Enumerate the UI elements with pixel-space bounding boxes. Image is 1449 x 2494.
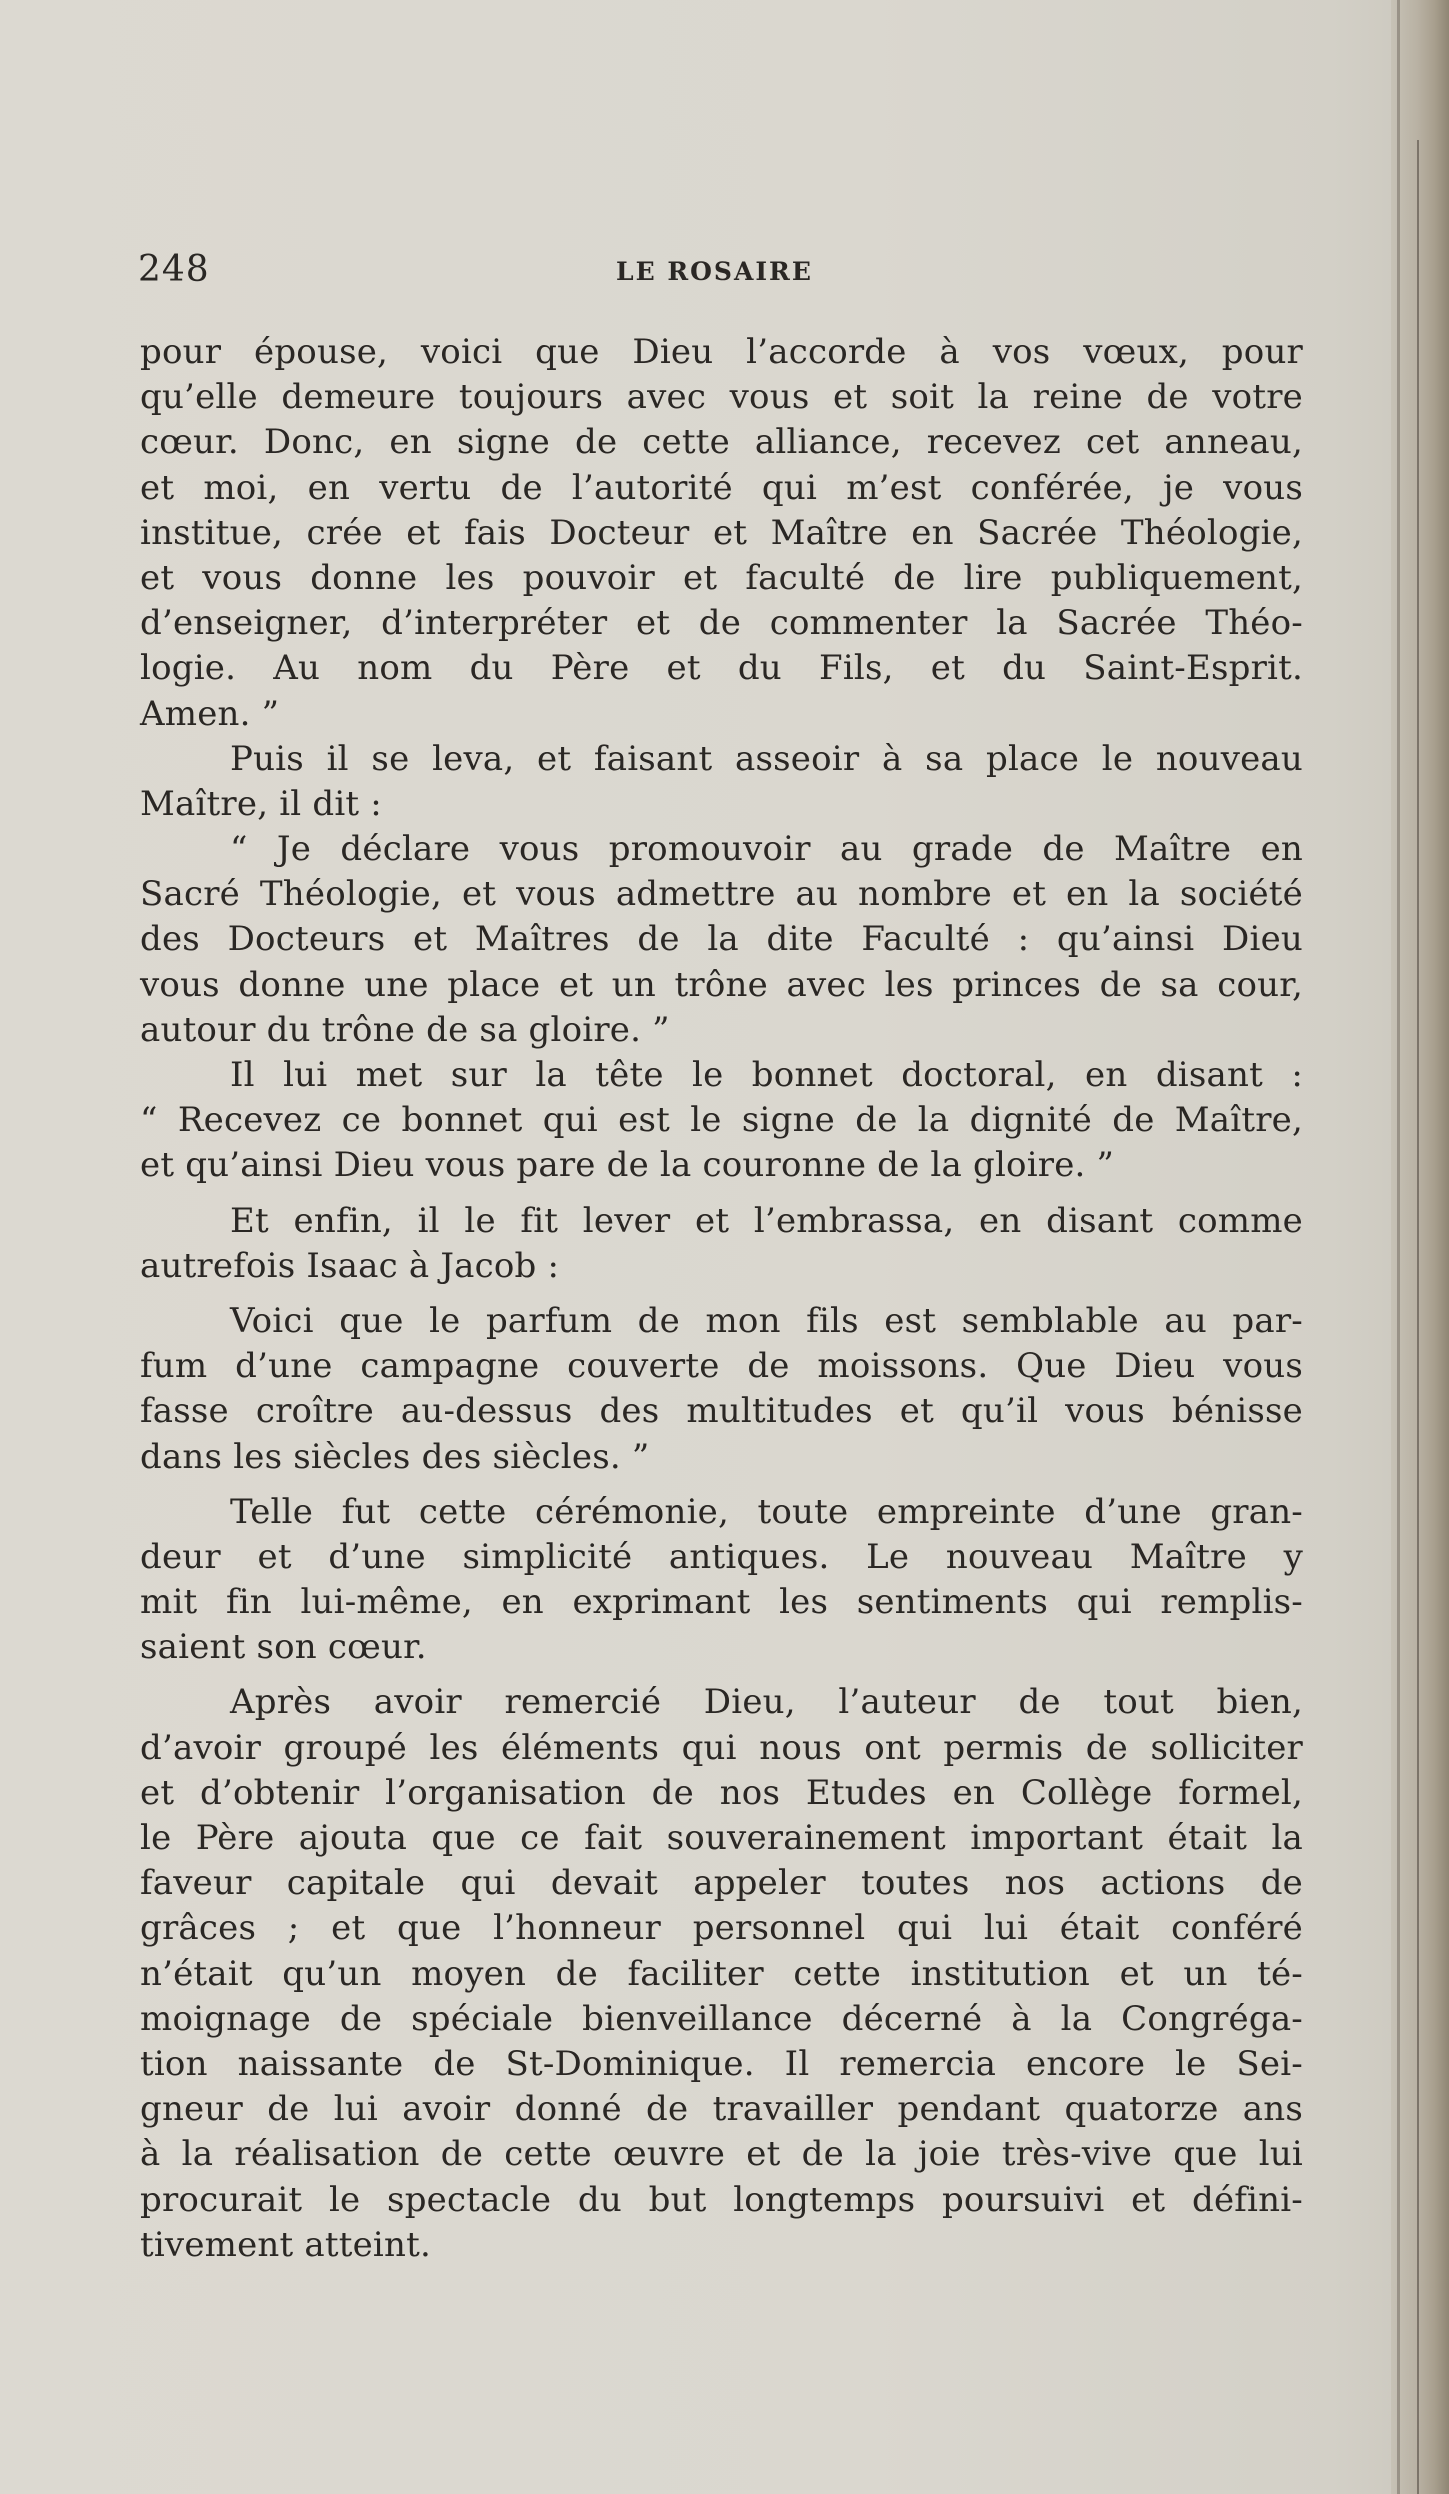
text-line: mit fin lui-même, en exprimant les sentiments qui remplis- — [140, 1582, 1303, 1623]
text-line: à la réalisation de cette œuvre et de la joie très-vive que lui — [140, 2134, 1303, 2175]
text-line: Amen. ” — [140, 693, 280, 734]
text-line: des Docteurs et Maîtres de la dite Faculté : qu’ainsi Dieu — [140, 919, 1303, 960]
text-line: fum d’une campagne couverte de moissons. Que Dieu vous — [140, 1346, 1303, 1387]
text-line: autrefois Isaac à Jacob : — [140, 1245, 560, 1286]
page-header — [138, 244, 1303, 296]
text-line: gneur de lui avoir donné de travailler pendant quatorze ans — [140, 2089, 1303, 2130]
text-line: pour épouse, voici que Dieu l’accorde à vos vœux, pour — [140, 332, 1303, 372]
text-line: d’avoir groupé les éléments qui nous ont permis de solliciter — [140, 1727, 1303, 1768]
text-line: Sacré Théologie, et vous admettre au nombre et en la société — [140, 874, 1303, 915]
text-line: moignage de spéciale bienveillance décerné à la Congréga- — [140, 1998, 1303, 2039]
text-line: et d’obtenir l’organisation de nos Etudes en Collège formel, — [140, 1772, 1303, 1813]
text-line: n’était qu’un moyen de faciliter cette institution et un té- — [140, 1953, 1303, 1994]
text-line: Puis il se leva, et faisant asseoir à sa place le nouveau — [230, 738, 1303, 779]
text-line: cœur. Donc, en signe de cette alliance, recevez cet anneau, — [140, 422, 1303, 463]
text-line: grâces ; et que l’honneur personnel qui lui était conféré — [140, 1908, 1303, 1949]
text-line: tion naissante de St-Dominique. Il remercia encore le Sei- — [140, 2043, 1303, 2084]
page-number: 248 — [138, 249, 210, 290]
text-line: institue, crée et fais Docteur et Maître en Sacrée Théologie, — [140, 512, 1303, 553]
text-line: “ Recevez ce bonnet qui est le signe de la dignité de Maître, — [140, 1100, 1303, 1141]
text-line: Et enfin, il le fit lever et l’embrassa, en disant comme — [230, 1200, 1303, 1241]
text-line: le Père ajouta que ce fait souverainement important était la — [140, 1818, 1303, 1858]
text-line: procurait le spectacle du but longtemps poursuivi et défini- — [140, 2179, 1303, 2220]
book-spine-edge — [1391, 0, 1449, 2494]
text-line: saient son cœur. — [140, 1627, 427, 1668]
text-line: Voici que le parfum de mon fils est semblable au par- — [230, 1300, 1303, 1341]
paragraph-gap — [140, 1289, 1303, 1299]
text-line: Telle fut cette cérémonie, toute empreinte d’une gran- — [230, 1491, 1303, 1532]
text-line: tivement atteint. — [140, 2224, 431, 2265]
paragraph-gap — [140, 1480, 1303, 1490]
text-line: autour du trône de sa gloire. ” — [140, 1009, 670, 1050]
text-line: qu’elle demeure toujours avec vous et soit la reine de votre — [140, 377, 1303, 418]
paragraph-gap — [140, 1670, 1303, 1680]
paragraph-gap — [140, 1189, 1303, 1199]
text-line: vous donne une place et un trône avec les princes de sa cour, — [140, 964, 1303, 1005]
text-line: et vous donne les pouvoir et faculté de lire publiquement, — [140, 557, 1303, 598]
text-line: Il lui met sur la tête le bonnet doctoral, en disant : — [230, 1055, 1303, 1095]
text-line: deur et d’une simplicité antiques. Le nouveau Maître y — [140, 1536, 1303, 1577]
text-line: d’enseigner, d’interpréter et de commenter la Sacrée Théo- — [140, 603, 1303, 644]
text-line: “ Je déclare vous promouvoir au grade de Maître en — [230, 829, 1303, 870]
spine-crease-line — [1417, 140, 1419, 2494]
text-line: et qu’ainsi Dieu vous pare de la couronne de la gloire. ” — [140, 1145, 1115, 1186]
spine-shadow-line — [1397, 0, 1400, 2494]
text-line: Après avoir remercié Dieu, l’auteur de tout bien, — [230, 1682, 1303, 1723]
text-line: et moi, en vertu de l’autorité qui m’est conférée, je vous — [140, 467, 1303, 508]
text-line: logie. Au nom du Père et du Fils, et du Saint-Esprit. — [140, 648, 1303, 689]
running-head: LE ROSAIRE — [616, 257, 813, 286]
text-line: Maître, il dit : — [140, 783, 382, 824]
text-line: dans les siècles des siècles. ” — [140, 1436, 650, 1477]
text-line: fasse croître au-dessus des multitudes et qu’il vous bénisse — [140, 1391, 1303, 1432]
body-text — [140, 330, 1303, 2268]
text-line: faveur capitale qui devait appeler toutes nos actions de — [140, 1863, 1303, 1904]
